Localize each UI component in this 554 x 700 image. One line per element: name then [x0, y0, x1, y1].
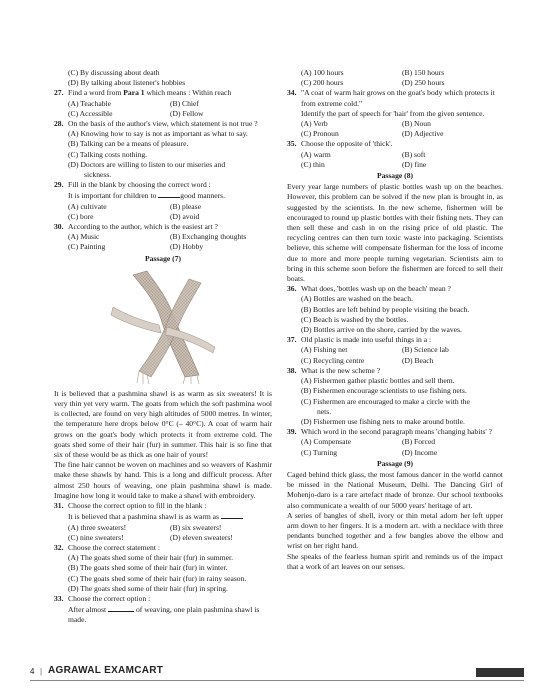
q36-option-b[interactable]: (B) Bottles are left behind by people visiting the beach. — [301, 304, 470, 314]
question-30 — [54, 222, 272, 232]
q34-option-a[interactable]: (A) Verb — [301, 119, 328, 129]
page-footer — [30, 665, 524, 681]
q34-option-c[interactable]: (C) Pronoun — [301, 129, 339, 139]
question-35 — [287, 139, 503, 149]
q28-option-a[interactable]: (A) Knowing how to say is not as important as what to say. — [68, 129, 248, 139]
q37-option-a[interactable]: (A) Fishing net — [301, 345, 348, 355]
q32-stem: Choose the correct statement : — [68, 542, 160, 552]
q35-number: 35. — [287, 139, 297, 149]
q36-stem: What does, 'bottles wash up on the beach' mean ? — [301, 284, 451, 294]
q29-option-d[interactable]: (D) avoid — [170, 211, 200, 221]
q27-options — [54, 99, 272, 119]
publisher-logo — [476, 668, 524, 677]
q29-sentence: It is important for children to good manners. — [68, 191, 225, 201]
q36-option-c[interactable]: (C) Beach is washed by the bottles. — [301, 314, 409, 324]
q34-option-b[interactable]: (B) Noun — [402, 119, 431, 129]
q30-option-b[interactable]: (B) Exchanging thoughts — [170, 232, 247, 242]
question-37 — [287, 335, 503, 345]
passage-9-paragraph-2: A series of bangles of shell, ivory or thin metal adorn her left upper arm down to her fingers. It is a modern art. with a necklace with three pendants bunched together and a few bangles above the elbow and wrist on her right hand. — [287, 510, 503, 551]
passage-7-title: Passage (7) — [144, 253, 182, 263]
q37-options — [287, 345, 503, 365]
passage-7-paragraph-2: The fine hair cannot be woven on machines and so weavers of Kashmir make these shawls by hand. This is a long and difficult process. After almost 250 hours of weaving, one plain pashmina shawl is made. Imagine how long it would take to make a shawl with embroidery. — [54, 460, 272, 500]
q28-stem: On the basis of the author's view, which statement is not true ? — [68, 119, 258, 129]
q29-number: 29. — [54, 180, 64, 190]
question-36 — [287, 284, 503, 294]
q32-options — [54, 553, 272, 594]
q30-option-a[interactable]: (A) Music — [68, 232, 100, 242]
q29-options — [54, 202, 272, 222]
q29-stem: Fill in the blank by choosing the correct word : — [68, 180, 211, 190]
q29-option-c[interactable]: (C) bore — [68, 211, 94, 221]
q33-option-b[interactable]: (B) 150 hours — [402, 68, 445, 77]
q33-options — [287, 68, 503, 88]
page-number: 4 — [30, 667, 35, 676]
q37-stem: Old plastic is made into useful things in a : — [301, 335, 432, 345]
question-39 — [287, 427, 503, 437]
q35-option-b[interactable]: (B) soft — [402, 149, 426, 159]
q36-option-d[interactable]: (D) Bottles arrive on the shore, carried by the waves. — [301, 325, 462, 335]
q35-stem: Choose the opposite of 'thick'. — [301, 139, 393, 149]
q34-stem: "A coat of warm hair grows on the goat's body which protects it from extreme cold." — [301, 88, 495, 108]
q39-stem: Which word in the second paragraph means 'changing habits' ? — [301, 427, 493, 437]
q36-number: 36. — [287, 284, 297, 294]
q31-options — [54, 523, 272, 543]
pashmina-shawl-illustration — [103, 267, 223, 385]
q32-option-c[interactable]: (C) The goats shed some of their hair (fur) in rainy season. — [68, 573, 247, 583]
q29-option-a[interactable]: (A) cultivate — [68, 201, 107, 211]
q26-option-d[interactable]: (D) By talking about listener's hobbies — [68, 78, 186, 88]
q34-instruction: Identify the part of speech for 'hair' from the given sentence. — [301, 108, 485, 118]
q31-stem: Choose the correct option to fill in the blank : — [68, 501, 207, 511]
q31-sentence: It is believed that a pashmina shawl is as warm as — [54, 511, 272, 522]
q28-option-b[interactable]: (B) Talking can be a means of pleasure. — [68, 139, 189, 149]
q35-option-a[interactable]: (A) warm — [301, 149, 331, 159]
q31-option-b[interactable]: (B) six sweaters! — [170, 522, 222, 532]
q31-number: 31. — [54, 501, 64, 511]
question-27 — [54, 88, 272, 98]
q31-option-d[interactable]: (D) eleven sweaters! — [170, 532, 233, 542]
q27-number: 27. — [54, 88, 64, 98]
q27-option-c[interactable]: (C) Accessible — [68, 108, 113, 118]
left-column — [54, 68, 272, 626]
q28-option-d-cont: sickness. — [84, 170, 112, 180]
q33-option-a[interactable]: (A) 100 hours — [301, 68, 344, 77]
q35-option-d[interactable]: (D) fine — [402, 159, 427, 169]
q35-option-c[interactable]: (C) thin — [301, 159, 325, 169]
q39-number: 39. — [287, 427, 297, 437]
q27-option-b[interactable]: (B) Chief — [170, 98, 199, 108]
q26-options — [54, 68, 272, 88]
question-33 — [54, 594, 272, 604]
q33-option-d[interactable]: (D) 250 hours — [402, 78, 445, 88]
q34-number: 34. — [287, 88, 297, 98]
q38-option-a[interactable]: (A) Fishermen gather plastic bottles and sell them. — [301, 376, 455, 386]
q36-option-a[interactable]: (A) Bottles are washed on the beach. — [301, 294, 413, 304]
brand-name: AGRAWAL EXAMCART — [48, 665, 164, 676]
question-32 — [54, 543, 272, 553]
q27-option-d[interactable]: (D) Fellow — [170, 108, 204, 118]
q34-options — [287, 119, 503, 139]
q37-option-b[interactable]: (B) Science lab — [402, 345, 449, 355]
q39-option-d[interactable]: (D) Income — [402, 447, 438, 457]
q38-option-b[interactable]: (B) Fishermen encourage scientists to use fishing nets. — [301, 386, 467, 396]
q36-options — [287, 294, 503, 335]
question-28 — [54, 119, 272, 129]
passage-8-paragraph: Every year large numbers of plastic bottles wash up on the beaches. However, this problem can be solved if the new plan is brought in, as suggested by the scientists. In the new scheme, fishermen will be encouraged to round up plastic bottles with their fishing nets. They can then sell these and cash in on the rising price of old plastic. The recycling centres can then turn toxic waste into packaging. Scientists believe, this scheme will compensate fisherman for the loss of income due to more and more people turning vegetarian. Scientists aim to bring in this scheme soon before the fishermen are forced to sell their boats. — [287, 182, 503, 284]
question-34 — [287, 88, 503, 108]
q31-option-c[interactable]: (C) nine sweaters! — [68, 532, 124, 542]
q38-number: 38. — [287, 365, 297, 375]
right-column — [287, 68, 503, 572]
q33-stem: Choose the correct option : — [68, 593, 151, 603]
q37-option-d[interactable]: (D) Beach — [402, 355, 434, 365]
q28-option-d[interactable]: (D) Doctors are willing to listen to our miseries and — [68, 159, 226, 169]
q33-number: 33. — [54, 593, 64, 603]
q33-sentence: After almost of weaving, one plain pashmina shawl is made. — [68, 605, 260, 625]
q37-option-c[interactable]: (C) Recycling centre — [301, 355, 365, 365]
q34-option-d[interactable]: (D) Adjective — [402, 129, 444, 139]
passage-8-title: Passage (8) — [376, 171, 414, 181]
q30-option-d[interactable]: (D) Hobby — [170, 242, 204, 252]
q28-options — [54, 129, 272, 180]
q29-option-b[interactable]: (B) please — [170, 201, 201, 211]
question-38 — [287, 366, 503, 376]
q35-options — [287, 150, 503, 170]
q39-options — [287, 437, 503, 457]
q31-option-a[interactable]: (A) three sweaters! — [68, 522, 127, 532]
q30-stem: According to the author, which is the easiest art ? — [68, 222, 218, 232]
question-29 — [54, 180, 272, 190]
passage-7-paragraph-1: It is believed that a pashmina shawl is as warm as six sweaters! It is very thin yet very warm. The goats from which the soft pashmina wool is collected, are found on very high altitudes of 5000 metres. In winter, the temperature here drops below 0°C (– 40°C). A coat of warm hair grows on the goat's body which protects it from extreme cold. The goats shed some of their hair (fur) in summer. This hair is so fine that six of these would be as thick as one hair of yours! — [54, 388, 272, 460]
passage-9-title: Passage (9) — [376, 458, 414, 468]
q38-stem: What is the new scheme ? — [301, 365, 381, 375]
question-31 — [54, 501, 272, 511]
q39-option-b[interactable]: (B) Forced — [402, 437, 436, 447]
q38-options — [287, 376, 503, 427]
q37-number: 37. — [287, 335, 297, 345]
q26-option-c[interactable]: (C) By discussing about death — [68, 68, 160, 77]
q30-number: 30. — [54, 222, 64, 232]
q27-stem: Find a word from Para 1 which means : Within reach — [68, 88, 232, 98]
q30-option-c[interactable]: (C) Painting — [68, 242, 106, 252]
q32-option-a[interactable]: (A) The goats shed some of their hair (fur) in summer. — [68, 553, 233, 563]
passage-9-paragraph-3: She speaks of the fearless human spirit and reminds us of the impact that a work of art leaves on our senses. — [287, 551, 503, 571]
footer-separator: | — [40, 667, 43, 676]
footer-rule — [30, 680, 524, 681]
q32-option-d[interactable]: (D) The goats shed some of their hair (fur) in spring. — [68, 583, 228, 593]
q39-option-c[interactable]: (C) Turning — [301, 447, 338, 457]
q32-number: 32. — [54, 542, 64, 552]
passage-9-paragraph-1: Caged behind thick glass, the most famous dancer in the world cannot be missed in the National Museum, Delhi. The Dancing Girl of Mohenjo-daro is a rare artefact made of bronze. Our school textbooks also communicate a wealth of our 5000 years' heritage of art. — [287, 469, 503, 510]
q38-option-c[interactable]: (C) Fishermen are encouraged to make a circle with the — [301, 396, 470, 406]
q33-option-c[interactable]: (C) 200 hours — [301, 78, 344, 88]
q39-option-a[interactable]: (A) Compensate — [301, 437, 351, 447]
q30-options — [54, 232, 272, 252]
q32-option-b[interactable]: (B) The goats shed some of their hair (fur) in winter. — [68, 563, 228, 573]
q27-option-a[interactable]: (A) Teachable — [68, 98, 111, 108]
q38-option-d[interactable]: (D) Fishermen use fishing nets to make around bottle. — [301, 416, 465, 426]
q28-option-c[interactable]: (C) Talking costs nothing. — [68, 149, 148, 159]
q28-number: 28. — [54, 119, 64, 129]
q38-option-c-cont: nets. — [317, 406, 332, 416]
